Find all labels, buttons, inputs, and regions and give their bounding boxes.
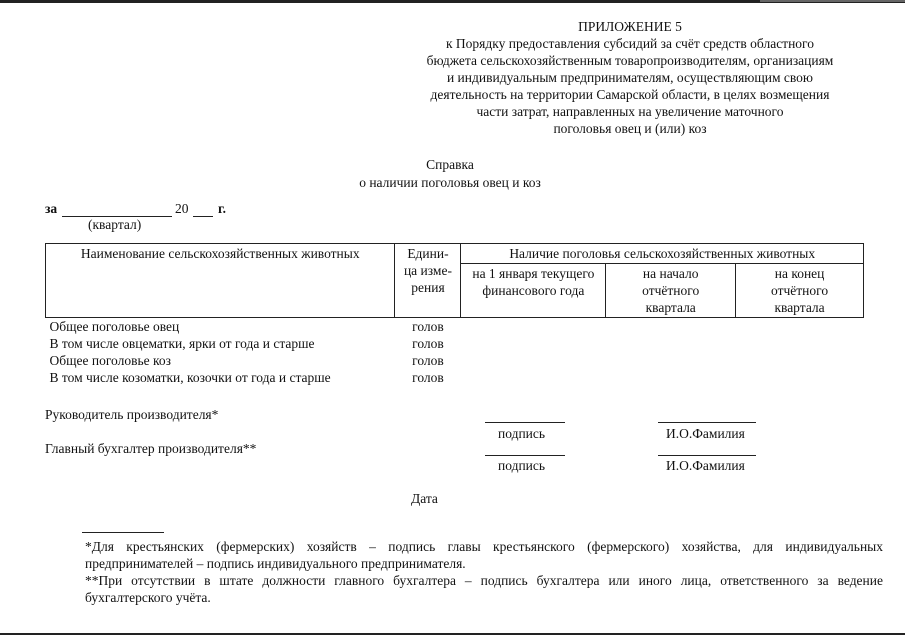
appendix-title: ПРИЛОЖЕНИЕ 5 xyxy=(578,19,682,34)
row-animal-name: В том числе козоматки, козочки от года и старше xyxy=(49,370,331,385)
table-row xyxy=(46,352,864,369)
header-unit-line: ца изме- xyxy=(403,263,452,278)
page-top-border-right xyxy=(760,0,905,2)
footnote-1-text: *Для крестьянских (фермерских) хозяйств – подпись главы крестьянского (фермерского) хозяйства, для индивидуальных предпринимателей – подпись индивидуального предпринимателя. xyxy=(85,539,883,571)
header-line: на 1 января текущего xyxy=(472,266,595,281)
year-suffix: г. xyxy=(218,201,226,216)
header-line: квартала xyxy=(645,300,696,315)
head-name-caption: И.О.Фамилия xyxy=(666,426,745,441)
document-title: Справка xyxy=(426,157,474,172)
header-line: квартала xyxy=(774,300,825,315)
cell-quarter-start xyxy=(606,318,736,336)
period-prefix: за xyxy=(45,201,58,216)
quarter-caption: (квартал) xyxy=(88,217,142,232)
row-unit: голов xyxy=(412,370,444,385)
cell-quarter-start xyxy=(606,335,736,352)
table-row xyxy=(46,318,864,336)
header-quarter-end xyxy=(736,264,864,318)
row-unit: голов xyxy=(412,319,444,334)
row-animal-name: Общее поголовье овец xyxy=(49,319,180,334)
cell-quarter-end xyxy=(736,369,864,386)
footnote-2 xyxy=(45,572,883,606)
cell-quarter-end xyxy=(736,335,864,352)
footnote-1 xyxy=(45,538,883,572)
date-label: Дата xyxy=(411,491,438,506)
appendix-line: части затрат, направленных на увеличение маточного xyxy=(476,104,784,119)
header-line: отчётного xyxy=(642,283,700,298)
appendix-line: бюджета сельскохозяйственным товаропроизводителям, организациям xyxy=(426,53,834,68)
footnote-separator xyxy=(82,532,164,533)
document-subtitle: о наличии поголовья овец и коз xyxy=(359,175,541,190)
year-blank-line xyxy=(193,216,213,217)
livestock-table xyxy=(45,243,864,386)
appendix-header xyxy=(395,18,865,137)
cell-jan-1 xyxy=(461,369,606,386)
header-line: отчётного xyxy=(771,283,829,298)
appendix-line: деятельность на территории Самарской области, в целях возмещения xyxy=(430,87,830,102)
appendix-line: и индивидуальным предпринимателям, осуществляющим свою xyxy=(446,70,814,85)
appendix-line: поголовья овец и (или) коз xyxy=(553,121,707,136)
row-unit: голов xyxy=(412,336,444,351)
header-quarter-start xyxy=(606,264,736,318)
row-animal-name: Общее поголовье коз xyxy=(49,353,171,368)
cell-quarter-start xyxy=(606,352,736,369)
table-row xyxy=(46,335,864,352)
accountant-signatory-label: Главный бухгалтер производителя** xyxy=(45,441,257,456)
header-unit xyxy=(395,244,461,318)
header-livestock-group: Наличие поголовья сельскохозяйственных животных xyxy=(461,244,864,264)
year-prefix: 20 xyxy=(175,201,189,216)
accountant-signature-caption: подпись xyxy=(498,458,546,473)
appendix-line: к Порядку предоставления субсидий за счёт средств областного xyxy=(445,36,815,51)
head-name-line xyxy=(658,422,756,423)
accountant-name-caption: И.О.Фамилия xyxy=(666,458,745,473)
header-line: финансового года xyxy=(482,283,585,298)
header-jan-1 xyxy=(461,264,606,318)
header-line: на начало xyxy=(642,266,699,281)
row-unit: голов xyxy=(412,353,444,368)
cell-jan-1 xyxy=(461,318,606,336)
header-line: на конец xyxy=(774,266,825,281)
head-signature-line xyxy=(485,422,565,423)
head-signature-caption: подпись xyxy=(498,426,546,441)
cell-jan-1 xyxy=(461,352,606,369)
accountant-name-line xyxy=(658,455,756,456)
table-row xyxy=(46,369,864,386)
cell-quarter-end xyxy=(736,352,864,369)
header-unit-line: рения xyxy=(411,280,445,295)
accountant-signature-line xyxy=(485,455,565,456)
head-signatory-label: Руководитель производителя* xyxy=(45,407,219,422)
cell-quarter-end xyxy=(736,318,864,336)
row-animal-name: В том числе овцематки, ярки от года и старше xyxy=(49,336,315,351)
footnote-2-text: **При отсутствии в штате должности главного бухгалтера – подпись бухгалтера или иного лица, ответственного за ведение бухгалтерского учёта. xyxy=(85,573,883,605)
page-bottom-border xyxy=(0,633,905,635)
header-unit-line: Едини- xyxy=(407,246,449,261)
cell-jan-1 xyxy=(461,335,606,352)
cell-quarter-start xyxy=(606,369,736,386)
header-animal-name: Наименование сельскохозяйственных животных xyxy=(46,244,395,318)
